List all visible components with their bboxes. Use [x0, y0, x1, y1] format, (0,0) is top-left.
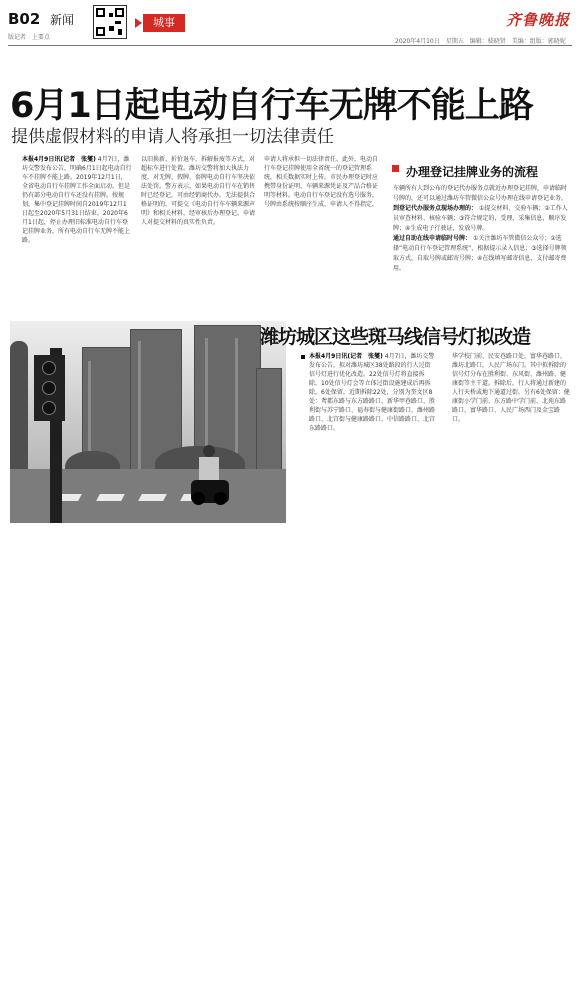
- second-headline: 潍坊城区这些斑马线信号灯拟改造: [260, 326, 531, 348]
- tag-pointer-icon: [135, 18, 142, 28]
- process-title: 办理登记挂牌业务的流程: [406, 165, 539, 179]
- article-text: 华学校门前、民安巷路口处，富华巷路口，潍坊北路口，人民广场东门。其中拟拆除的信号灯分布在胜利街、东风街、潍州路、健康街等主干道。拆除后，行人将通过新建的人行天桥或地下通道过街。另有6处保留：健康街小学门前、东方路中学门前、北苑东路路口、富华路口、人民广场西门及金宝路口。: [452, 353, 570, 423]
- section-name: 新闻: [50, 13, 75, 27]
- main-article-column: [141, 155, 256, 320]
- newspaper-masthead: 齐鲁晚报: [505, 11, 570, 29]
- main-subheadline: 提供虚假材料的申请人将承担一切法律责任: [11, 127, 334, 147]
- byline: 本报4月9日讯(记者 张燮): [309, 353, 383, 360]
- second-article-column: [452, 352, 571, 528]
- section-marker-icon: [392, 165, 399, 172]
- street-photo: [10, 321, 286, 523]
- second-article-column: [309, 352, 435, 528]
- process-body: [393, 184, 571, 330]
- newspaper-header: [0, 0, 580, 46]
- process-step: ①关注潍坊车管微信公众号；②选择“电动自行车登记管理系统”，根据提示录入信息；③选择号牌领取方式，自取号牌或邮寄号牌；④在线填写邮寄信息，支付邮寄费用。: [393, 235, 567, 272]
- editor-credit: 版记者 上要点: [8, 34, 51, 41]
- process-step-label: 通过自助在线申请临时号牌：: [393, 235, 472, 242]
- traffic-light-icon: [34, 355, 65, 421]
- section-tag: 城事: [143, 14, 185, 32]
- bullet-icon: [301, 355, 305, 359]
- header-rule: [8, 45, 572, 46]
- article-text: 申请人将承担一切法律责任。此外，电动自行车登记挂牌使用全省统一的登记管理系统，相关数据实时上传。市民办理登记时应携带身份证明、车辆来源凭证及产品合格证明等材料。电动自行车登记没有选号服务，号牌由系统按顺序生成，申请人不得指定。: [264, 156, 379, 208]
- main-article-column: [264, 155, 381, 310]
- qr-code-icon[interactable]: [93, 5, 127, 39]
- issue-meta: 2020年4月10日 星期五 编辑：嵇晓贤 美编：组版：郭晓妮: [395, 38, 566, 45]
- byline: 本报4月9日讯(记者 张燮): [22, 156, 96, 163]
- process-intro: 车辆所有人到公布的登记代办服务点就近办理登记挂牌，申请临时号牌的，还可以通过潍坊车管微信公众号办理在线申请登记业务。: [393, 185, 568, 202]
- article-text: 4月7日，潍坊交警发布公告，明确6月1日起电动自行车不挂牌不能上路。2019年12月1日，全省电动自行车挂牌工作全面启动。但是仍有部分电动自行车还没有挂牌。按规划，集中登记挂牌时间自2019年12月1日起至2020年5月31日结束。2020年6月1日起，停止办理旧标准电动自行车登记挂牌业务，所有电动自行车无牌不能上路。: [22, 156, 132, 244]
- cyclist-icon: [191, 445, 227, 505]
- process-step-label: 到登记代办服务点现场办理的：: [393, 205, 478, 212]
- article-text: 以旧换新、折价退车、拆解报废等方式，对超标车进行处置。潍坊交警将加大执法力度，对无牌、假牌、套牌电动自行车坚决依法处罚。警方表示，如果电动自行车在销售时已经登记，可由经销商代办。无法提供合格证明的，可提交《电动自行车车辆来源声明》和相关材料，经审核后办理登记。申请人对提交材料的真实性负责。: [141, 156, 256, 226]
- process-step: ①提交材料、交验车辆；②工作人员审查材料、核验车辆；③符合规定的，受理、采集信息，顺序发牌；④生成电子行驶证，发放号牌。: [393, 205, 568, 232]
- page-number: B02: [8, 10, 41, 28]
- main-article-column: [22, 155, 132, 345]
- article-text: 4月7日，潍坊交警发布公告，拟对潍坊城区38处路段的行人过街信号灯进行优化改造。22处信号灯将直接拆除，10处信号灯会等立体过街设施建成后再拆除，6处保留。近期拆除22处，分别为奎文区8处：鸢都东路与东方路路口、新华甲巷路口、胜利街与苏宁路口、福寿街与健康街路口、潍州路路口、北宫街与健康路路口、中信路路口、北宫东路路口。: [309, 353, 435, 432]
- main-headline: 6月1日起电动自行车无牌不能上路: [10, 86, 533, 126]
